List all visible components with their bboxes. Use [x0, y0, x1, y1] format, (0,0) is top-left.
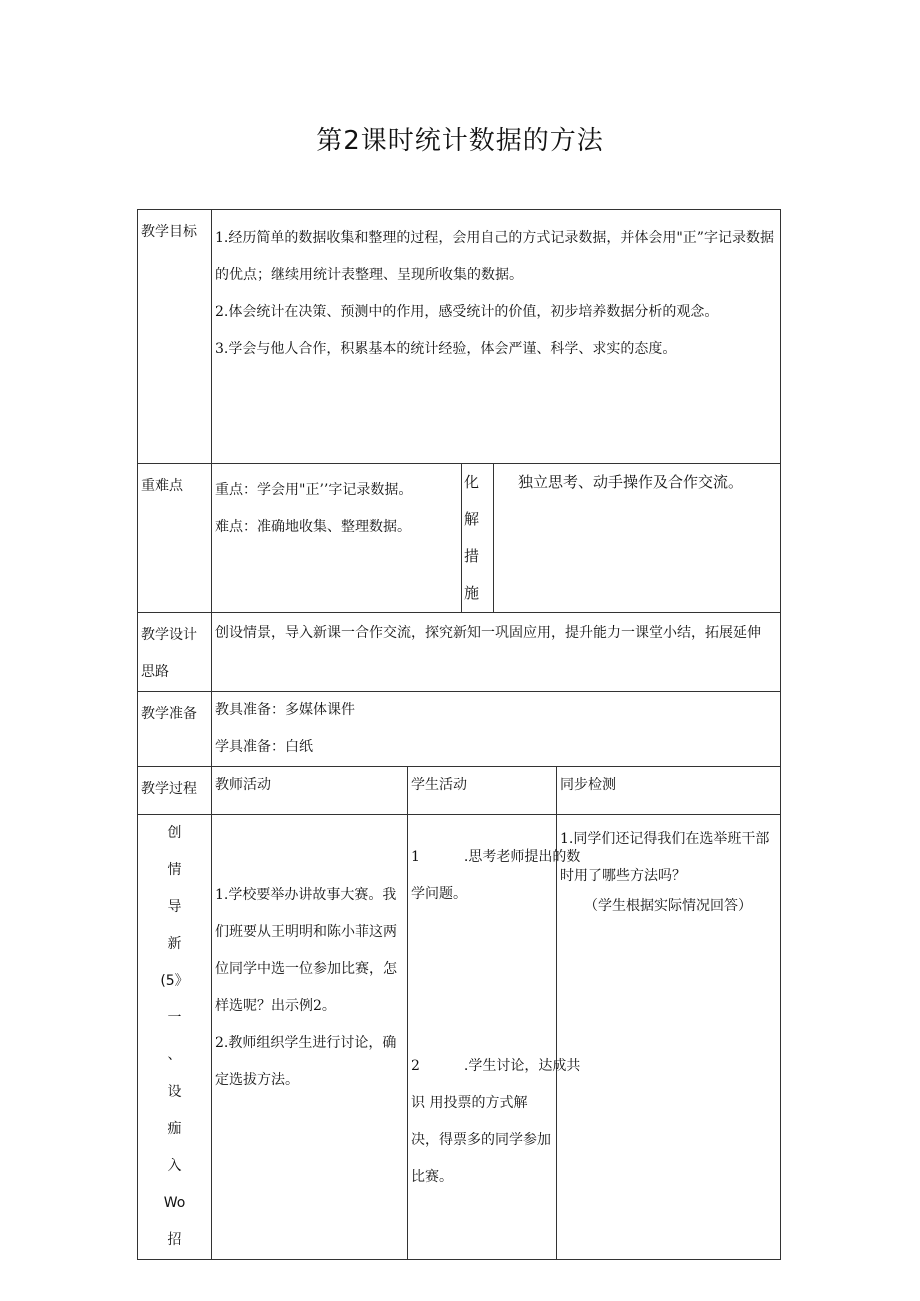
sync-check: 1.同学们还记得我们在选举班干部时用了哪些方法吗？ （学生根据实际情况回答）: [557, 815, 781, 1260]
prep-row: [138, 692, 781, 767]
measure-content: 独立思考、动手操作及合作交流。: [494, 464, 781, 613]
objective-item: 2.体会统计在决策、预测中的作用，感受统计的价值，初步培养数据分析的观念。: [215, 304, 719, 320]
student-activity: 1 .思考老师提出的数 学问题。 2 .学生讨论，达成共 识 用投票的方式解决，得票多的同学参加比赛。: [408, 815, 557, 1260]
design-row: [138, 613, 781, 692]
process-header-row: [138, 767, 781, 815]
teacher-activity: 1.学校要举办讲故事大赛。我们班要从王明明和陈小菲这两位同学中选一位参加比赛，怎样选呢？出示例2。 2.教师组织学生进行讨论，确定选拔方法。: [212, 815, 408, 1260]
objectives-row: [138, 210, 781, 464]
process-content-row: [138, 815, 781, 1260]
col-check-header: 同步检测: [557, 767, 781, 815]
difficult-point: 难点：准确地收集、整理数据。: [215, 519, 411, 535]
objectives-label: 教学目标: [138, 210, 212, 464]
lesson-plan-table: [137, 209, 781, 1260]
objective-item: 3.学会与他人合作，积累基本的统计经验，体会严谨、科学、求实的态度。: [215, 341, 677, 357]
key-points-row: [138, 464, 781, 613]
design-content: 创设情景，导入新课一合作交流，探究新知一巩固应用，提升能力一课堂小结，拓展延伸: [212, 613, 781, 692]
measure-label: 化解措施: [462, 464, 494, 613]
page-title: 第2课时统计数据的方法: [316, 126, 604, 156]
design-label: 教学设计思路: [138, 613, 212, 692]
col-teacher-header: 教师活动: [212, 767, 408, 815]
col-student-header: 学生活动: [408, 767, 557, 815]
objective-item: 1.经历简单的数据收集和整理的过程，会用自己的方式记录数据，并体会用"正”字记录数据的优点；继续用统计表整理、呈现所收集的数据。: [215, 230, 774, 283]
section-title-vertical: 创 情 导 新 (5》 一 、 设 痂 入 Wo 招: [138, 815, 212, 1260]
key-points-content: [212, 464, 462, 613]
objectives-content: [212, 210, 781, 464]
key-point: 重点：学会用"正’’字记录数据。: [215, 482, 413, 498]
process-label: 教学过程: [138, 767, 212, 815]
prep-content: 教具准备：多媒体课件 学具准备：白纸: [212, 692, 781, 767]
prep-label: 教学准备: [138, 692, 212, 767]
key-points-label: 重难点: [138, 464, 212, 613]
